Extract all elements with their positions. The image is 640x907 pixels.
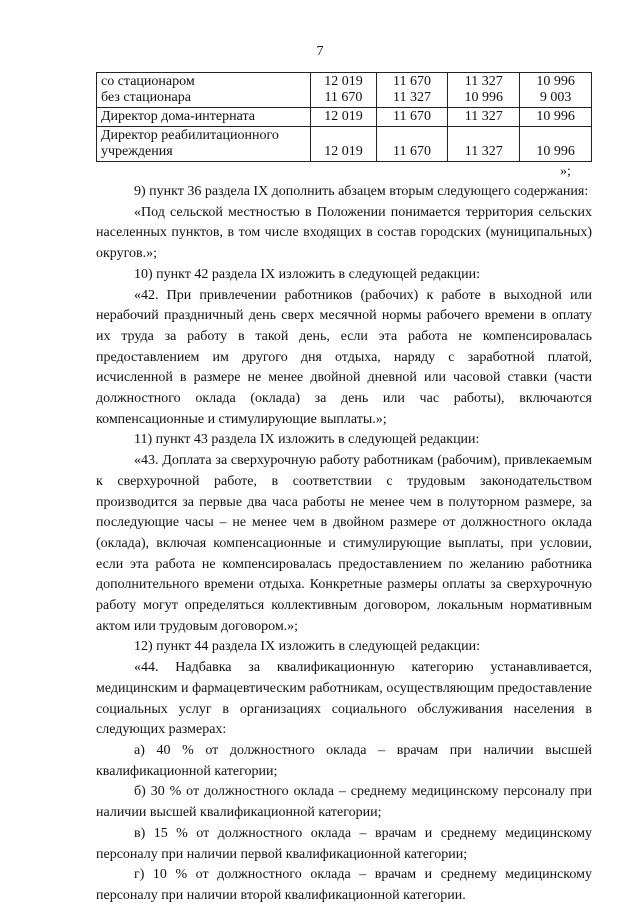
document-body	[96, 182, 592, 907]
salary-value: 9 003	[539, 90, 572, 105]
table-row	[97, 127, 592, 162]
position-name-line: без стационара	[101, 90, 191, 105]
salary-value-cell	[311, 127, 376, 162]
salary-value-cell	[520, 127, 592, 162]
salary-table	[96, 72, 592, 162]
salary-value-cell	[448, 73, 520, 108]
body-paragraph: «Под сельской местностью в Положении понимается территория сельских населенных пунктов, в том числе входящих в состав городских (муниципальных) округов.»;	[96, 204, 592, 262]
position-name-line: учреждения	[101, 144, 173, 159]
table-row	[97, 108, 592, 127]
position-name-line: Директор дома-интерната	[101, 109, 255, 124]
salary-value: 11 670	[324, 90, 363, 105]
salary-value: 10 996	[536, 74, 575, 89]
salary-value: 11 670	[393, 74, 431, 89]
body-paragraph: «43. Доплата за сверхурочную работу работникам (рабочим), привлекаемым к сверхурочной работе, в соответствии с трудовым законодательством производится за первые два часа работы не менее чем в полуторном размере, за последующие часы – не менее чем в двойном размере от должностного оклада (оклада), включая компенсационные и стимулирующие выплаты, при условии, если эта работа не компенсировалась предоставлением по желанию работника дополнительного времени отдыха. Конкретные размеры оплаты за сверхурочную работу могут определяться коллективным договором, локальным нормативным актом или трудовым договором.»;	[96, 453, 592, 634]
salary-value: 10 996	[536, 144, 575, 159]
body-paragraph: г) 10 % от должностного оклада – врачам и среднему медицинскому персоналу при наличии второй квалификационной категории.	[96, 867, 592, 903]
salary-value-cell	[376, 127, 448, 162]
salary-value: 10 996	[536, 109, 575, 124]
salary-value: 11 327	[393, 90, 431, 105]
salary-value-cell	[520, 73, 592, 108]
salary-value-cell	[448, 108, 520, 127]
salary-value-cell	[311, 73, 376, 108]
position-cell	[97, 127, 311, 162]
body-paragraph: 11) пункт 43 раздела IX изложить в следующей редакции:	[134, 432, 480, 448]
salary-value: 10 996	[464, 90, 504, 105]
salary-value: 11 327	[464, 74, 503, 89]
body-paragraph: 10) пункт 42 раздела IX изложить в следующей редакции:	[134, 266, 480, 282]
salary-value-cell	[520, 108, 592, 127]
salary-value: 12 019	[324, 144, 363, 159]
body-paragraph: а) 40 % от должностного оклада – врачам при наличии высшей квалификационной категории;	[96, 742, 592, 779]
body-paragraph: в) 15 % от должностного оклада – врачам и среднему медицинскому персоналу при наличии первой квалификационной категории;	[96, 825, 592, 862]
salary-value: 11 327	[464, 144, 503, 159]
salary-value-cell	[376, 108, 448, 127]
salary-value: 12 019	[324, 74, 363, 89]
salary-table-body	[97, 73, 592, 162]
table-closing-quote: »;	[560, 164, 571, 179]
salary-value-cell	[376, 73, 448, 108]
body-paragraph: 12) пункт 44 раздела IX изложить в следующей редакции:	[134, 639, 480, 655]
salary-value: 12 019	[324, 109, 363, 124]
page-number: 7	[316, 44, 324, 59]
body-paragraph: б) 30 % от должностного оклада – среднему медицинскому персоналу при наличии высшей квалификационной категории;	[96, 784, 592, 821]
body-paragraph: «42. При привлечении работников (рабочих) к работе в выходной или нерабочий праздничный день сверх месячной нормы рабочего времени в оплату их труда за работу в такой день, если эта работа не компенсировалась предоставлением им другого дня отдыха, наряду с заработной платой, исчисленной в размере не менее двойной дневной или часовой ставки (части должностного оклада (оклада) за день или час работы), включаются компенсационные и стимулирующие выплаты.»;	[96, 287, 592, 427]
salary-value: 11 670	[393, 109, 431, 124]
body-paragraph: 9) пункт 36 раздела IX дополнить абзацем вторым следующего содержания:	[134, 184, 589, 199]
position-name-line: со стационаром	[101, 74, 195, 89]
table-row	[97, 73, 592, 108]
position-cell	[97, 108, 311, 127]
salary-value: 11 670	[393, 144, 431, 159]
salary-value-cell	[448, 127, 520, 162]
body-paragraph: «44. Надбавка за квалификационную категорию устанавливается, медицинским и фармацевтическим работникам, осуществляющим предоставление социальных услуг в организациях социального обслуживания населения в следующих размерах:	[96, 660, 592, 738]
position-name-line: Директор реабилитационного	[101, 128, 279, 143]
position-cell	[97, 73, 311, 108]
salary-value: 11 327	[464, 109, 503, 124]
salary-value-cell	[311, 108, 376, 127]
